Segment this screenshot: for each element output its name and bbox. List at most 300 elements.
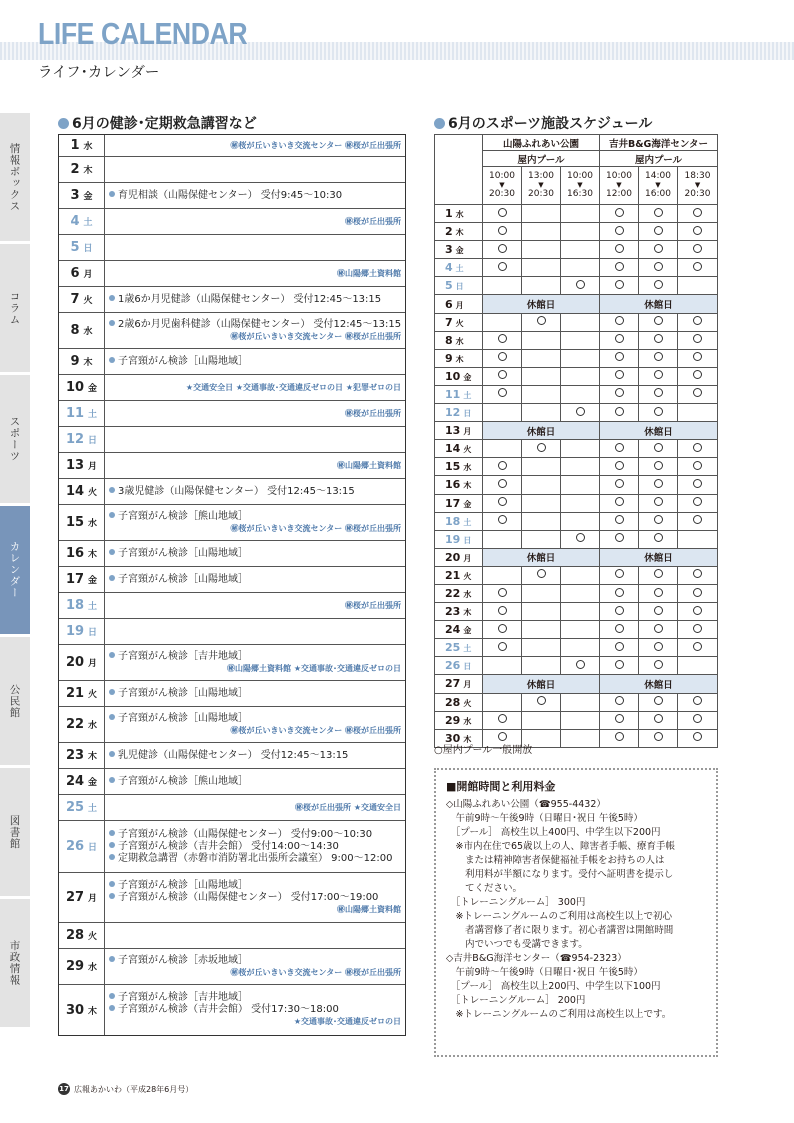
footer [58,1083,193,1095]
day-number: 10 [65,380,85,395]
schedule-cell [561,331,600,349]
schedule-cell [678,621,718,639]
calendar-day [59,567,105,592]
schedule-day [435,657,483,675]
closed-cell: 休館日 [483,675,600,693]
schedule-cell [678,603,718,621]
bullet-icon [109,357,115,363]
bullet-icon [109,854,115,860]
weekday: 土 [88,602,98,612]
schedule-cell [483,693,522,711]
schedule-day [435,422,483,440]
schedule-row [435,404,718,422]
open-circle-icon [654,696,663,705]
weekday: 金 [88,384,98,394]
calendar-row [59,183,405,209]
schedule-row [435,530,718,548]
weekday: 日 [455,282,464,292]
schedule-cell [561,259,600,277]
open-circle-icon [615,208,624,217]
facility-tag: ㊙桜が丘いきいき交流センター ㊙桜が丘出張所 [230,725,401,735]
event-text: 子宮頸がん検診［熊山地域］ [118,510,248,522]
schedule-cell [522,385,561,403]
open-circle-icon [615,533,624,542]
open-circle-icon [537,443,546,452]
schedule-day [435,440,483,458]
weekday: 日 [463,535,472,545]
schedule-day [435,693,483,711]
facility-tag: ㊙山陽郷土資料館 [337,268,401,278]
weekday: 火 [455,318,464,328]
event-item [109,511,401,523]
side-tab-label: スポーツ [8,416,21,462]
closed-cell: 休館日 [600,548,718,566]
schedule-cell [678,259,718,277]
info-line: または精神障害者保健福祉手帳をお持ちの人は [446,855,665,866]
schedule-row [435,675,718,693]
open-circle-icon [615,316,624,325]
schedule-cell [561,241,600,259]
schedule-row [435,603,718,621]
calendar-row [59,375,405,401]
schedule-row [435,440,718,458]
schedule-cell [561,223,600,241]
schedule-cell [600,603,639,621]
open-circle-icon [498,732,507,741]
schedule-cell [561,603,600,621]
schedule-cell [600,313,639,331]
open-circle-icon [615,606,624,615]
schedule-day [435,385,483,403]
day-number: 24 [445,623,461,637]
bullet-icon [109,842,115,848]
day-number: 28 [65,928,85,943]
schedule-row [435,566,718,584]
schedule-cell [600,458,639,476]
schedule-cell [522,241,561,259]
schedule-day [435,241,483,259]
schedule-cell [678,223,718,241]
schedule-cell [639,331,678,349]
schedule-cell [678,440,718,458]
info-line: ［トレーニングルーム］ 200円 [446,995,586,1006]
facility-info-box [434,768,718,1057]
schedule-day [435,639,483,657]
schedule-cell [561,494,600,512]
schedule-cell [678,584,718,602]
facility-tag: ㊙桜が丘出張所 [345,216,401,226]
schedule-cell [639,603,678,621]
schedule-cell [522,313,561,331]
side-tab-label: 市政情報 [8,940,21,986]
weekday: 水 [455,210,464,220]
schedule-cell [483,621,522,639]
open-circle-icon [693,732,702,741]
calendar-events [105,401,405,426]
open-circle-icon [615,388,624,397]
schedule-day [435,404,483,422]
schedule-cell [639,440,678,458]
weekday: 木 [463,608,472,618]
facility-tag: ㊙山陽郷土資料館 ★交通事故･交通違反ゼロの日 [227,663,401,673]
calendar-events [105,821,405,872]
calendar-events [105,923,405,948]
schedule-cell [600,205,639,223]
event-text: 定期救急講習（赤磐市消防署北出張所会議室） 9:00～12:00 [118,852,393,864]
event-text: 子宮頸がん検診（吉井会館） 受付14:00～14:30 [118,840,339,852]
schedule-row [435,584,718,602]
schedule-cell [561,367,600,385]
info-line: ※市内在住で65歳以上の人、障害者手帳、療育手帳 [446,841,676,852]
schedule-cell [483,711,522,729]
day-number: 18 [445,514,461,528]
day-number: 21 [65,686,85,701]
schedule-cell [561,385,600,403]
side-tab[interactable] [0,768,30,899]
day-number: 13 [445,424,461,438]
schedule-cell [678,367,718,385]
schedule-cell [678,566,718,584]
event-text: 2歳6か月児歯科健診（山陽保健センター） 受付12:45～13:15 [118,318,402,330]
bullet-icon [109,881,115,887]
weekday: 金 [88,576,98,586]
weekday: 木 [83,358,93,368]
open-circle-icon [615,461,624,470]
calendar-events [105,287,405,312]
closed-cell: 休館日 [483,548,600,566]
calendar-row [59,541,405,567]
calendar-events [105,681,405,706]
event-text: 子宮頸がん検診［山陽地域］ [118,879,248,891]
day-number: 28 [445,695,461,709]
calendar-day [59,375,105,400]
schedule-cell [639,404,678,422]
schedule-cell [600,494,639,512]
side-tab[interactable] [0,244,30,375]
time-start: 10:00 [567,171,593,181]
bullet-icon [109,893,115,899]
open-circle-icon [615,280,624,289]
info-line: ［プール］ 高校生以上400円、中学生以下200円 [446,827,661,838]
calendar-row [59,261,405,287]
down-arrow-icon: ▼ [655,181,661,189]
schedule-cell [561,566,600,584]
calendar-events [105,619,405,644]
weekday: 火 [463,445,472,455]
event-item [109,853,401,865]
calendar-row [59,985,405,1035]
event-item [109,486,401,498]
event-item [109,776,401,788]
event-text: 子宮頸がん検診［山陽地域］ [118,573,248,585]
day-number: 11 [445,387,461,401]
schedule-cell [483,259,522,277]
schedule-cell [522,404,561,422]
weekday: 月 [83,270,93,280]
weekday: 水 [88,963,98,973]
time-end: 20:30 [684,189,711,199]
schedule-row [435,548,718,566]
weekday: 金 [463,372,472,382]
facility-tag: ㊙桜が丘いきいき交流センター ㊙桜が丘出張所 [230,523,401,533]
calendar-events [105,707,405,742]
schedule-row [435,277,718,295]
closed-cell: 休館日 [483,295,600,313]
schedule-cell [639,458,678,476]
open-circle-icon [615,714,624,723]
side-tab-label: 公民館 [8,683,21,719]
event-text: 子宮頸がん検診［熊山地域］ [118,775,248,787]
calendar-row [59,743,405,769]
calendar-day [59,985,105,1035]
open-circle-icon [693,569,702,578]
schedule-cell [678,530,718,548]
schedule-cell [600,440,639,458]
event-item [109,713,401,725]
schedule-cell [678,512,718,530]
day-number: 23 [445,605,461,619]
day-number: 29 [445,713,461,727]
weekday: 金 [463,499,472,509]
open-circle-icon [693,316,702,325]
weekday: 日 [88,436,98,446]
info-line: ［トレーニングルーム］ 300円 [446,897,586,908]
calendar-row [59,923,405,949]
schedule-cell [522,440,561,458]
event-item [109,955,401,967]
calendar-row [59,593,405,619]
calendar-row [59,235,405,261]
weekday: 火 [88,690,98,700]
weekday: 木 [88,550,98,560]
schedule-cell [522,566,561,584]
event-item [109,992,401,1004]
bullet-icon [109,295,115,301]
event-text: 1歳6か月児健診（山陽保健センター） 受付12:45～13:15 [118,293,382,305]
schedule-cell [639,512,678,530]
venue-row [435,135,718,151]
day-number: 30 [445,731,461,745]
calendar-day [59,287,105,312]
calendar-row [59,157,405,183]
day-number: 9 [445,351,453,365]
schedule-day [435,367,483,385]
calendar-events [105,261,405,286]
weekday: 日 [463,662,472,672]
open-circle-icon [498,624,507,633]
schedule-row [435,295,718,313]
open-circle-icon [654,497,663,506]
schedule-cell [639,385,678,403]
weekday: 土 [88,804,98,814]
bullet-icon [109,830,115,836]
open-circle-icon [654,208,663,217]
calendar-day [59,821,105,872]
schedule-cell [639,657,678,675]
side-tab[interactable] [0,375,30,506]
day-number: 7 [70,292,80,307]
day-number: 18 [65,598,85,613]
schedule-cell [561,205,600,223]
schedule-day [435,548,483,566]
schedule-row [435,349,718,367]
calendar-events [105,313,405,348]
day-number: 26 [65,839,85,854]
open-circle-icon [576,533,585,542]
time-slot [561,167,600,205]
side-tab-label: 情報ボックス [8,142,21,212]
weekday: 火 [88,932,98,942]
open-circle-icon [693,461,702,470]
schedule-cell [600,566,639,584]
schedule-cell [483,458,522,476]
day-number: 5 [70,240,80,255]
schedule-cell [600,349,639,367]
calendar-day [59,157,105,182]
open-circle-icon [576,280,585,289]
calendar-events [105,645,405,680]
schedule-cell [561,313,600,331]
open-circle-icon [654,316,663,325]
schedule-cell [600,259,639,277]
weekday: 日 [463,409,472,419]
facility-tag: ㊙桜が丘いきいき交流センター ㊙桜が丘出張所 [230,331,401,341]
closed-cell: 休館日 [600,675,718,693]
open-circle-icon [615,624,624,633]
sports-schedule-table [434,134,718,748]
facility-tag: ㊙山陽郷土資料館 [337,460,401,470]
schedule-cell [522,621,561,639]
schedule-day [435,476,483,494]
calendar-day [59,949,105,984]
schedule-cell [600,729,639,747]
down-arrow-icon: ▼ [577,181,583,189]
weekday: 水 [88,721,98,731]
calendar-events [105,743,405,768]
day-number: 30 [65,1002,85,1018]
bullet-icon [109,714,115,720]
weekday: 土 [88,410,98,420]
event-item [109,892,401,904]
open-circle-icon [654,352,663,361]
calendar-day [59,541,105,566]
schedule-cell [678,729,718,747]
schedule-cell [561,349,600,367]
bullet-icon [109,689,115,695]
weekday: 金 [88,778,98,788]
time-start: 10:00 [489,171,515,181]
schedule-cell [639,530,678,548]
calendar-day [59,427,105,452]
schedule-cell [678,331,718,349]
schedule-cell [483,241,522,259]
day-number: 11 [65,406,85,421]
schedule-cell [600,404,639,422]
open-circle-icon [615,370,624,379]
schedule-cell [600,277,639,295]
schedule-cell [561,458,600,476]
down-arrow-icon: ▼ [694,181,701,189]
bullet-icon [109,993,115,999]
calendar-day [59,873,105,922]
open-circle-icon [693,388,702,397]
open-circle-icon [654,244,663,253]
schedule-cell [678,277,718,295]
info-line: ※トレーニングルームのご利用は高校生以上で初心 [446,911,672,922]
schedule-row [435,512,718,530]
schedule-cell [522,639,561,657]
calendar-day [59,183,105,208]
schedule-row [435,422,718,440]
schedule-row [435,331,718,349]
schedule-row [435,223,718,241]
weekday: 火 [463,698,472,708]
event-text: 子宮頸がん検診［山陽地域］ [118,355,248,367]
side-tab[interactable] [0,637,30,768]
open-circle-icon [654,606,663,615]
schedule-cell [639,639,678,657]
open-circle-icon [654,262,663,271]
schedule-cell [522,657,561,675]
open-circle-icon [654,443,663,452]
schedule-cell [483,349,522,367]
day-number: 24 [65,774,85,789]
open-circle-icon [615,479,624,488]
calendar-events [105,209,405,234]
bullet-icon [109,487,115,493]
open-circle-icon [537,696,546,705]
calendar-day [59,619,105,644]
schedule-cell [483,313,522,331]
weekday: 土 [83,218,93,228]
side-tab[interactable] [0,113,30,244]
schedule-row [435,657,718,675]
schedule-cell [639,241,678,259]
schedule-cell [522,693,561,711]
schedule-cell [600,385,639,403]
schedule-cell [600,241,639,259]
schedule-row [435,313,718,331]
day-number: 19 [445,532,461,546]
health-calendar [58,134,406,1036]
open-circle-icon [654,515,663,524]
calendar-day [59,681,105,706]
schedule-cell [522,259,561,277]
event-item [109,294,401,306]
calendar-row [59,619,405,645]
side-tab[interactable] [0,506,30,637]
time-end: 20:30 [489,189,515,199]
facility-tag: ㊙桜が丘出張所 [345,408,401,418]
calendar-row [59,707,405,743]
day-number: 27 [65,890,85,905]
info-line: ［プール］ 高校生以上200円、中学生以下100円 [446,981,661,992]
weekday: 木 [455,228,464,238]
event-text: 乳児健診（山陽保健センター） 受付12:45～13:15 [118,749,349,761]
calendar-day [59,743,105,768]
calendar-events [105,593,405,618]
open-circle-icon [654,569,663,578]
event-item [109,548,401,560]
schedule-day [435,603,483,621]
open-circle-icon [498,461,507,470]
side-tab[interactable] [0,899,30,1030]
schedule-cell [483,512,522,530]
open-circle-icon [615,443,624,452]
day-number: 2 [445,225,453,239]
weekday: 月 [463,680,472,690]
schedule-cell [561,440,600,458]
